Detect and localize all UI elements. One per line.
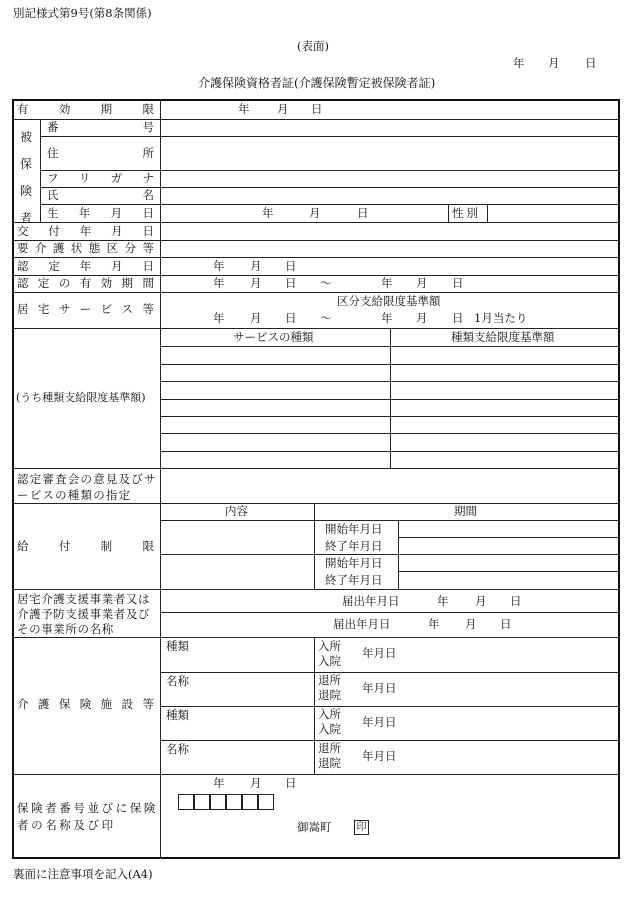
admission-label-1: 入所 [318,639,341,653]
admission-hospital-label-2: 入院 [318,722,341,736]
insurer-number-box[interactable] [226,794,242,810]
discharge-hospital-label-2: 退院 [318,756,341,770]
period-tilde: ～ [320,276,332,290]
header-date-year: 年 [513,56,525,70]
admission-date-2: 年月日 [362,715,397,729]
footer-note: 裏面に注意事項を記入(A4) [13,867,153,881]
period-header: 期間 [454,504,477,518]
facility-kind-2: 種類 [166,708,189,722]
period-end-year: 年 [381,276,393,290]
notification-date-label-1: 届出年月日 [342,594,400,608]
notification-year-2: 年 [428,617,440,631]
care-level-label: 要 介 護 状 態 区 分 等 [17,241,154,255]
period-end-month: 月 [416,276,428,290]
form-number: 別記様式第9号(第8条関係) [13,6,152,20]
end-date-label-2: 終了年月日 [325,573,383,587]
home-service-label: 居 宅 サ ー ビ ス 等 [17,302,154,316]
facility-name-1: 名称 [166,674,189,688]
home-service-end-year: 年 [381,311,393,325]
benefit-limit-label: 給 付 制 限 [17,539,154,553]
start-date-label-1: 開始年月日 [325,522,383,536]
start-date-label-2: 開始年月日 [325,556,383,570]
discharge-date-1: 年月日 [362,681,397,695]
birth-year: 年 [262,206,274,220]
home-service-start-day: 日 [285,311,297,325]
notification-day-2: 日 [500,617,512,631]
sex-label: 性別 [452,206,481,220]
home-service-start-month: 月 [250,311,262,325]
home-service-end-month: 月 [416,311,428,325]
number-label: 番 号 [47,120,154,134]
insurer-month: 月 [250,776,262,790]
validity-year: 年 [238,102,250,116]
certification-period-label: 認 定 の 有 効 期 間 [17,276,154,290]
notification-month-1: 月 [475,594,487,608]
facility-name-2: 名称 [166,742,189,756]
period-start-year: 年 [213,276,225,290]
header-date-month: 月 [548,56,560,70]
notification-day-1: 日 [510,594,522,608]
certification-month: 月 [250,259,262,273]
insurer-label: 保険者番号並びに保険者の名称及び印 [17,801,158,832]
review-opinion-label: 認定審査会の意見及びサービスの種類の指定 [17,472,157,502]
per-month-label: 1月当たり [474,311,528,325]
discharge-hospital-label-1: 退院 [318,688,341,702]
content-header: 内容 [225,504,248,518]
admission-hospital-label-1: 入院 [318,654,341,668]
issue-date-label: 交 付 年 月 日 [17,224,154,238]
birth-date-label: 生 年 月 日 [47,206,154,220]
admission-date-1: 年月日 [362,646,397,660]
certification-date-label: 認 定 年 月 日 [17,259,154,273]
insured-label: 被 保 険 者 [20,130,33,225]
home-service-end-day: 日 [452,311,464,325]
service-type-header: サービスの種類 [233,330,314,344]
type-limit-label: (うち種類支給限度基準額) [16,391,146,404]
address-label: 住 所 [47,146,154,160]
end-date-label-1: 終了年月日 [325,539,383,553]
validity-day: 日 [311,102,323,116]
insurer-day: 日 [285,776,297,790]
discharge-date-2: 年月日 [362,749,397,763]
certification-year: 年 [213,259,225,273]
insurer-number-box[interactable] [210,794,226,810]
seal-icon: 印 [354,820,369,835]
notification-date-label-2: 届出年月日 [333,617,391,631]
insurer-number-box[interactable] [178,794,194,810]
limit-amount-label: 区分支給限度基準額 [337,294,441,308]
furigana-label: フ リ ガ ナ [47,171,154,185]
document-title: 介護保険資格者証(介護保険暫定被保険者証) [198,76,436,90]
form-side-label: (表面) [297,39,329,53]
care-support-label: 居宅介護支援事業者又は介護予防支援事業者及びその事業所の名称 [17,592,151,636]
insurer-name: 御嵩町 [297,820,332,834]
birth-month: 月 [309,206,321,220]
birth-day: 日 [357,206,369,220]
insurer-year: 年 [213,776,225,790]
facility-kind-1: 種類 [166,639,189,653]
period-start-month: 月 [250,276,262,290]
facility-label: 介 護 保 険 施 設 等 [17,697,154,711]
home-service-start-year: 年 [213,311,225,325]
insurer-number-box[interactable] [242,794,258,810]
validity-label: 有 効 期 限 [17,102,154,116]
certification-day: 日 [285,259,297,273]
notification-year-1: 年 [437,594,449,608]
insurer-number-box[interactable] [258,794,274,810]
type-limit-header: 種類支給限度基準額 [451,330,555,344]
period-start-day: 日 [285,276,297,290]
discharge-label-1: 退所 [318,673,341,687]
notification-month-2: 月 [465,617,477,631]
admission-label-2: 入所 [318,707,341,721]
validity-month: 月 [277,102,289,116]
name-label: 氏 名 [47,188,154,202]
insurer-number-box[interactable] [194,794,210,810]
period-end-day: 日 [452,276,464,290]
header-date-day: 日 [585,56,597,70]
discharge-label-2: 退所 [318,741,341,755]
home-service-tilde: ～ [320,311,332,325]
